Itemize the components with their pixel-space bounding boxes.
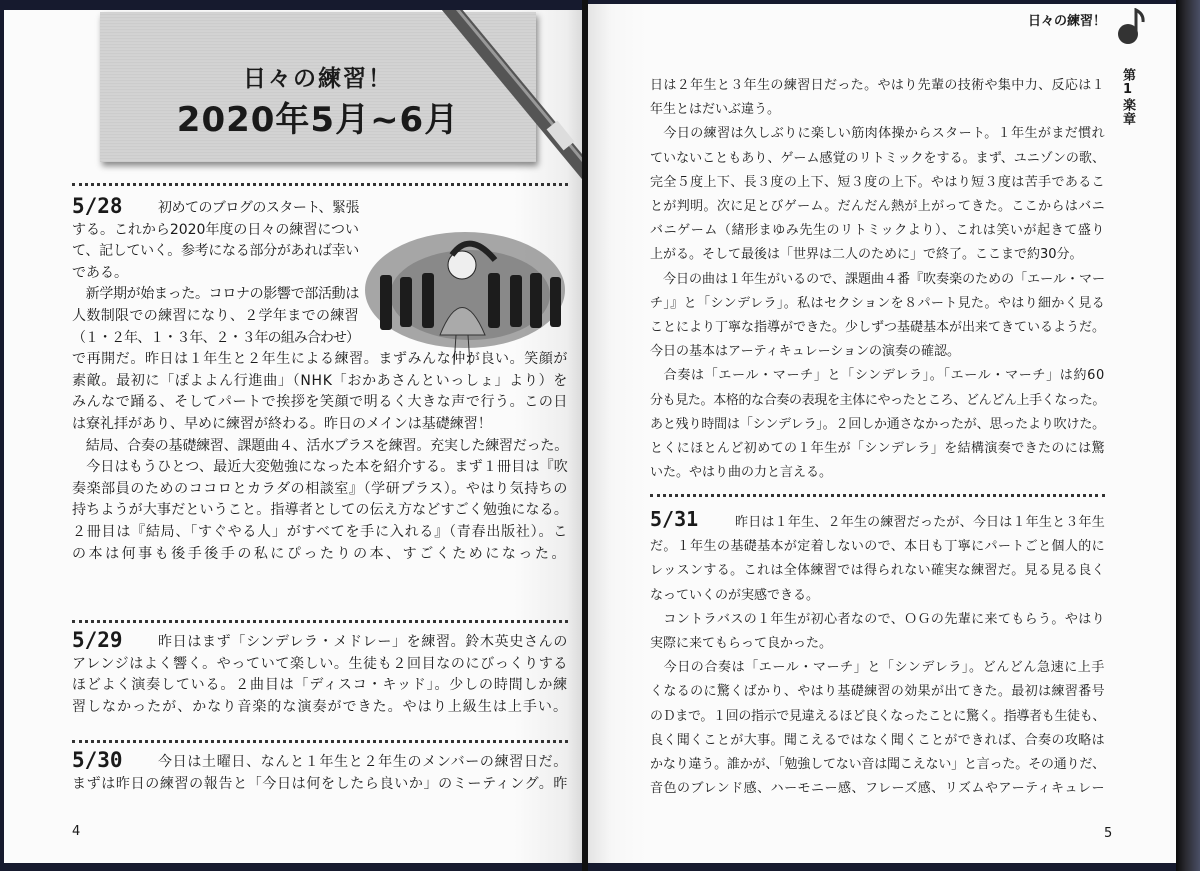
entry-date: 5/28 xyxy=(72,194,123,218)
book-edge xyxy=(1176,0,1200,871)
text-line: バニゲーム（緒形まゆみ先生のリトミックより）、これは笑いが起きて盛り xyxy=(650,223,1105,239)
section-divider xyxy=(650,494,1105,497)
text-line: 持ちようが大事だということ。指導者としての伝え方などすごく勉強になる。 xyxy=(72,502,568,519)
text-line: コントラバスの１年生が初心者なので、ＯＧの先輩に来てもらう。やはり xyxy=(650,611,1105,627)
text-line: ２冊目は『結局、「すぐやる人」がすべてを手に入れる』（青春出版社）。こ xyxy=(72,524,568,540)
text-line: で再開だ。昨日は１年生と２年生による練習。まずみんな仲が良い。笑顔が xyxy=(72,351,568,368)
text-line: 今日の合奏は「エール・マーチ」と「シンデレラ」。どんどん急速に上手 xyxy=(650,660,1105,676)
text-line: 今日の曲は１年生がいるので、課題曲４番『吹奏楽のための「エール・マー xyxy=(650,271,1105,287)
text-line: くなるのに驚くばかり、やはり基礎練習の効果が出てきた。最初は練習番号 xyxy=(650,684,1105,700)
text-line: 日は２年生と３年生の練習日だった。やはり先輩の技術や集中力、反応は１ xyxy=(650,78,1105,93)
text-line: ことにより丁寧な指導ができた。少しずつ基礎基本が出来てきているようだ。 xyxy=(650,320,1105,335)
text-line: 初めてのブログのスタート、緊張 xyxy=(158,200,359,216)
text-line: 今日はもうひとつ、最近大変勉強になった本を紹介する。まず１冊目は『吹 xyxy=(72,459,568,476)
section-period: 2020年5月~6月 xyxy=(176,100,460,140)
text-line: 良く聞くことが大事。聞こえるではなく聞くことができれば、合奏の攻略は xyxy=(650,732,1105,748)
text-line: 今日の基本はアーティキュレーションの演奏の確認。 xyxy=(650,344,961,360)
text-line: みんなで踊る、そしてパートで挨拶を笑顔で明るく大きな声で行う。この日 xyxy=(72,394,568,411)
text-line: （１・２年、１・３年、２・３年の組み合わせ） xyxy=(72,329,359,346)
text-line: 昨日は１年生、２年生の練習だったが、今日は１年生と３年生 xyxy=(735,515,1105,530)
text-line: とが判明。次に足とびゲーム。だんだん熱が上がってきた。ここからはバニ xyxy=(650,199,1105,214)
text-line: だ。１年生の基礎基本が定着しないので、本日も丁寧にパートごと個人的に xyxy=(650,539,1105,555)
section-divider xyxy=(72,740,568,743)
text-line: あと残り時間は「シンデレラ」。２回しか通さなかったが、思ったより吹けた。 xyxy=(650,416,1105,432)
text-line: かなり違う。誰かが、「勉強してない音は聞こえない」と言った。その通りだ、 xyxy=(650,757,1105,772)
section-title: 日々の練習！ xyxy=(243,66,393,92)
text-line: 音色のブレンド感、ハーモニー感、フレーズ感、リズムやアーティキュレー xyxy=(650,781,1105,797)
text-line: 昨日はまず「シンデレラ・メドレー」を練習。鈴木英史さんの xyxy=(158,634,568,650)
text-line: 素敵。最初に「ぽよよん行進曲」（NHK「おかあさんといっしょ」より）を xyxy=(72,372,568,389)
text-line: 習しなかったが、かなり音楽的な演奏ができた。やはり上級生は上手い。 xyxy=(72,698,568,715)
left-page xyxy=(4,10,584,863)
text-line: は寮礼拝があり、早めに練習が終わる。昨日のメインは基礎練習！ xyxy=(72,416,492,432)
text-line: アレンジはよく響く。やっていて楽しい。生徒も２回目なのにびっくりする xyxy=(72,655,568,672)
text-line: する。これから2020年度の日々の練習につい xyxy=(72,221,359,238)
music-note-icon xyxy=(1116,8,1146,46)
text-line: 実際に来てもらって良かった。 xyxy=(650,636,833,651)
text-line: ほどよく演奏している。２曲目は「ディスコ・キッド」。少しの時間しか練 xyxy=(72,677,568,694)
text-line: 今日の練習は久しぶりに楽しい筋肉体操からスタート。１年生がまだ慣れ xyxy=(650,126,1105,142)
text-line: とくにほとんど初めての１年生が「シンデレラ」を結構演奏できたのには驚 xyxy=(650,441,1105,456)
entry-date: 5/31 xyxy=(650,507,699,531)
text-line: 人数制限での練習になり、２学年までの練習 xyxy=(72,308,359,324)
text-line: 奏楽部員のためのココロとカラダの相談室』（学研プラス）。やはり気持ちの xyxy=(72,480,568,497)
chapter-label: 第1楽章 xyxy=(1120,68,1135,126)
text-line: のＤまで。１回の指示で見違えるほど良くなったことに驚く。指導者も生徒も、 xyxy=(650,708,1105,724)
text-line: 新学期が始まった。コロナの影響で部活動は xyxy=(72,286,359,303)
text-line: なっていくのが実感できる。 xyxy=(650,587,820,603)
text-line: 分も見た。本格的な合奏の表現を主体にやったところ、どんどん上手くなった。 xyxy=(650,392,1105,408)
running-head: 日々の練習！ xyxy=(1028,14,1107,29)
entry-date: 5/30 xyxy=(72,748,123,772)
pencil-illustration xyxy=(4,10,584,190)
section-divider xyxy=(72,183,568,186)
page-number: 5 xyxy=(1104,826,1113,841)
text-line: チ」』と「シンデレラ」。私はセクションを８パート見た。やはり細かく見る xyxy=(650,295,1105,311)
text-line: 完全５度上下、長３度の上下、短３度の上下。やはり短３度は苦手であるこ xyxy=(650,174,1105,190)
text-line: まずは昨日の練習の報告と「今日は何をしたら良いか」のミーティング。昨 xyxy=(72,775,568,792)
text-line: 年生とはだいぶ違う。 xyxy=(650,102,781,118)
text-line: の本は何事も後手後手の私にぴったりの本、すごくためになった。 xyxy=(72,545,568,562)
text-line: 合奏は「エール・マーチ」と「シンデレラ」。「エール・マーチ」は約60 xyxy=(650,368,1105,384)
right-page xyxy=(588,4,1176,863)
page-number: 4 xyxy=(72,824,81,839)
section-divider xyxy=(72,620,568,623)
text-line: いた。やはり曲の力と言える。 xyxy=(650,465,833,481)
text-line: ていないこともあり、ゲーム感覚のリトミックをする。まず、ユニゾンの歌、 xyxy=(650,150,1105,166)
text-line: 上がる。そして最後は「世界は二人のために」で終了。ここまで約30分。 xyxy=(650,247,1083,263)
text-line: て、記していく。参考になる部分があれば幸い xyxy=(72,243,359,260)
text-line: レッスンする。これは全体練習では得られない確実な練習だ。見る見る良く xyxy=(650,563,1105,579)
entry-date: 5/29 xyxy=(72,628,123,652)
text-line: 結局、合奏の基礎練習、課題曲４、活水ブラスを練習。充実した練習だった。 xyxy=(72,437,568,454)
text-line: である。 xyxy=(72,264,128,281)
text-line: 今日は土曜日、なんと１年生と２年生のメンバーの練習日だ。 xyxy=(158,754,568,770)
